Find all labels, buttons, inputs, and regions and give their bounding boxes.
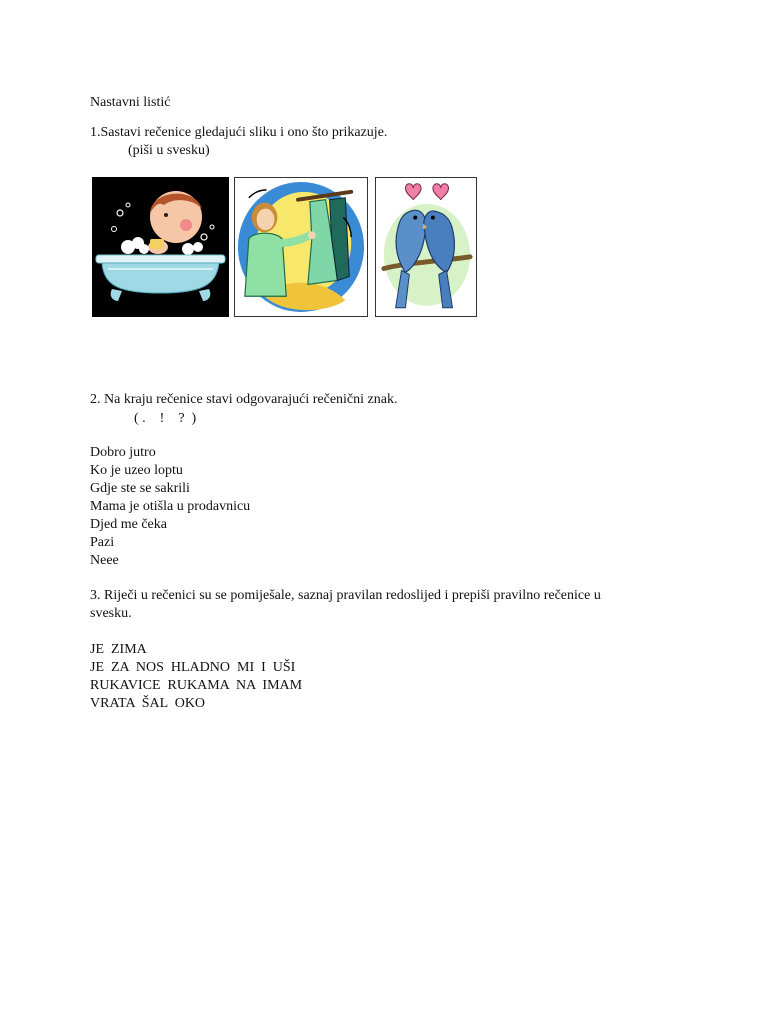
task3-instruction-line2: svesku. [90,606,132,621]
list-item: Dobro jutro [90,445,156,460]
woman-with-clothes-rack-icon [234,177,368,317]
scrambled-sentence: JE ZIMA [90,642,147,657]
child-in-bathtub-icon [92,177,229,317]
list-item: Djed me čeka [90,517,167,532]
scrambled-sentence: JE ZA NOS HLADNO MI I UŠI [90,660,296,675]
scrambled-sentence: RUKAVICE RUKAMA NA IMAM [90,678,303,693]
list-item: Pazi [90,535,115,550]
task1-note: (piši u svesku) [128,143,210,158]
worksheet-title: Nastavni listić [90,95,171,110]
list-item: Ko je uzeo loptu [90,463,183,478]
task2-marks: ( . ! ? ) [134,411,197,426]
list-item: Neee [90,553,119,568]
list-item: Mama je otišla u prodavnicu [90,499,251,514]
task3-instruction-line1: 3. Riječi u rečenici su se pomiješale, saznaj pravilan redoslijed i prepiši pravilno rečenice u [90,588,601,603]
task2-instruction: 2. Na kraju rečenice stavi odgovarajući rečenični znak. [90,392,398,407]
scrambled-sentence: VRATA ŠAL OKO [90,696,206,711]
two-birds-with-hearts-icon [375,177,477,317]
task1-instruction: 1.Sastavi rečenice gledajući sliku i ono što prikazuje. [90,125,388,140]
list-item: Gdje ste se sakrili [90,481,190,496]
